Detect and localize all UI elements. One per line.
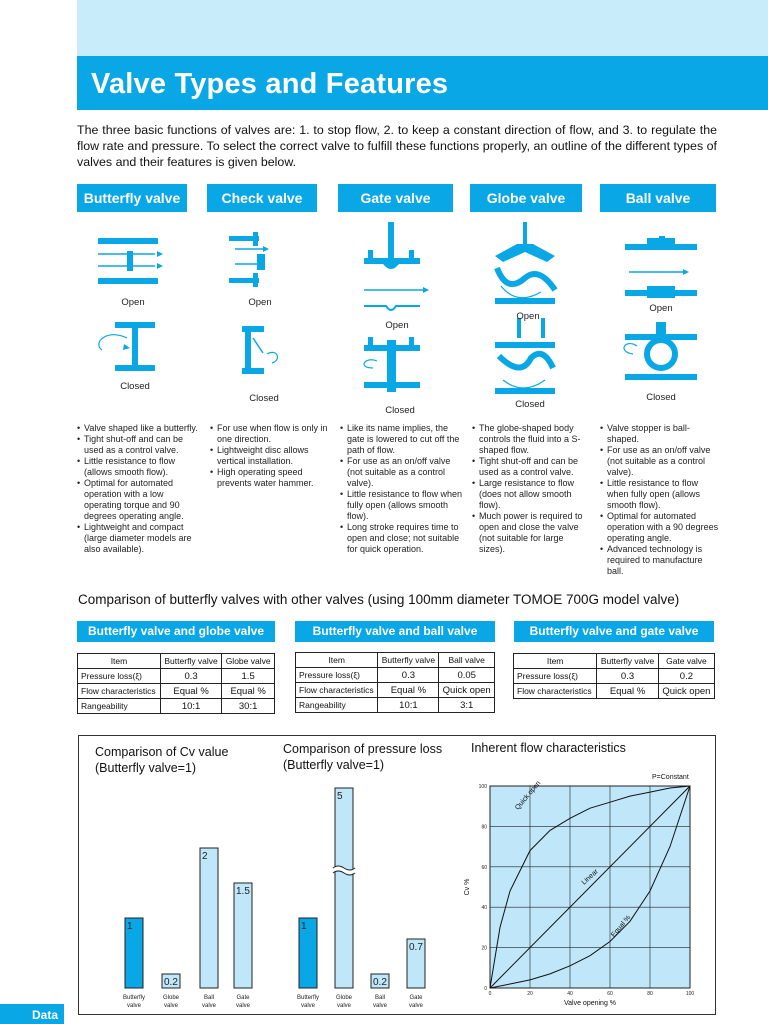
x-axis-label: Valve opening %	[563, 1000, 617, 1007]
page-title: Valve Types and Features	[91, 68, 449, 100]
compare-tab-gate: Butterfly valve and gate valve	[514, 621, 714, 642]
y-tick-label: 80	[481, 824, 487, 831]
y-axis-label: Cv %	[464, 878, 471, 896]
pressure-chart-title-text: Comparison of pressure loss	[283, 742, 443, 756]
table-cell: 3:1	[439, 698, 495, 713]
table-header: Ball valve	[439, 653, 495, 668]
comparison-heading: Comparison of butterfly valves with other valves (using 100mm diameter TOMOE 700G model valve)	[78, 592, 680, 607]
cv-bar-label: 1.5	[236, 886, 250, 897]
globe-closed-diagram	[495, 318, 555, 394]
check-open-diagram	[229, 232, 269, 287]
pressure-category-label: valve	[300, 1003, 316, 1009]
x-tick-label: 60	[607, 991, 613, 997]
table-cell: Equal %	[222, 684, 275, 699]
globe-feature-list	[472, 423, 590, 555]
x-tick-label: 80	[647, 991, 653, 997]
constant-pressure-note: P=Constant	[652, 774, 689, 781]
pressure-category-label: Ball	[374, 995, 386, 1001]
globe-open-label: Open	[516, 311, 540, 322]
series-label-quick-open: Quick open	[514, 779, 543, 812]
x-tick-label: 20	[527, 991, 533, 997]
table-header: Butterfly valve	[597, 654, 659, 669]
check-closed-label: Closed	[249, 393, 279, 404]
cv-category-label: valve	[235, 1003, 251, 1009]
valve-diagrams	[77, 218, 717, 418]
list-item: • For use as an on/off valve (not suitable as a control valve).	[600, 445, 720, 478]
table-header: Globe valve	[222, 654, 275, 669]
table-cell: Flow characteristics	[296, 683, 378, 698]
cv-category-label: Gate	[236, 995, 250, 1001]
list-item: • Tight shut-off and can be used as a control valve.	[77, 434, 199, 456]
compare-table-globe	[77, 653, 275, 714]
pressure-category-label: valve	[336, 1003, 352, 1009]
pressure-bar-label: 0.2	[373, 977, 387, 988]
pressure-category-label: Butterfly	[296, 995, 320, 1001]
table-cell: Equal %	[160, 684, 221, 699]
gate-open-label: Open	[385, 320, 409, 331]
list-item: • Lightweight and compact (large diameter models are also available).	[77, 522, 199, 555]
pressure-bar-label: 0.7	[409, 942, 423, 953]
flow-chart-title: Inherent flow characteristics	[471, 741, 626, 755]
globe-closed-label: Closed	[515, 399, 545, 410]
cv-category-label: Globe	[162, 995, 180, 1001]
charts-panel	[78, 735, 716, 1015]
list-item: • Optimal for automated operation with a 90 degrees operating angle.	[600, 511, 720, 544]
check-feature-list	[210, 423, 332, 489]
list-item: • Long stroke requires time to open and close; not suitable for quick operation.	[340, 522, 464, 555]
cv-bar-label: 1	[127, 921, 133, 932]
y-tick-label: 60	[481, 864, 487, 871]
check-open-label: Open	[248, 297, 272, 308]
cv-category-label: valve	[126, 1003, 142, 1009]
table-cell: Pressure loss(ξ)	[296, 668, 378, 683]
gate-closed-diagram	[364, 337, 420, 392]
check-closed-diagram	[242, 326, 277, 374]
header-band	[77, 0, 768, 56]
tab-butterfly-valve: Butterfly valve	[77, 184, 187, 212]
cv-bar	[200, 848, 218, 988]
series-label-equal: Equal %	[610, 914, 633, 939]
table-cell: Quick open	[658, 684, 714, 699]
table-cell: Rangeability	[78, 699, 161, 714]
table-cell: 0.05	[439, 668, 495, 683]
charts-svg	[79, 736, 715, 1014]
butterfly-open-label: Open	[121, 297, 145, 308]
cv-category-label: Butterfly	[122, 995, 146, 1001]
list-item: • Advanced technology is required to manufacture ball.	[600, 544, 720, 577]
ball-feature-list	[600, 423, 720, 577]
y-tick-label: 20	[481, 945, 487, 952]
butterfly-open-diagram	[98, 238, 163, 284]
table-header: Butterfly valve	[160, 654, 221, 669]
compare-table-ball	[295, 652, 495, 713]
pressure-category-label: Gate	[409, 995, 423, 1001]
table-header: Item	[514, 654, 597, 669]
tab-globe-valve: Globe valve	[470, 184, 582, 212]
data-section-tab: Data	[0, 1004, 64, 1024]
list-item: • High operating speed prevents water hammer.	[210, 467, 332, 489]
intro-paragraph: The three basic functions of valves are: 1. to stop flow, 2. to keep a constant direction of flow, and 3. to regulate the flow rate and pressure. To select the correct valve to fulfill these functions properly, an outline of the different types of valves and their features is given below.	[77, 123, 717, 169]
table-cell: 30:1	[222, 699, 275, 714]
pressure-chart-subtitle: (Butterfly valve=1)	[283, 758, 385, 772]
ball-open-diagram	[625, 236, 697, 298]
list-item: • The globe-shaped body controls the fluid into a S-shaped flow.	[472, 423, 590, 456]
table-cell: 0.3	[160, 669, 221, 684]
list-item: • Little resistance to flow when fully open (allows smooth flow).	[600, 478, 720, 511]
list-item: • Optimal for automated operation with a low operating torque and 90 degrees operating angle.	[77, 478, 199, 522]
list-item: • Little resistance to flow (allows smooth flow).	[77, 456, 199, 478]
ball-closed-label: Closed	[646, 392, 676, 403]
list-item: • Large resistance to flow (does not allow smooth flow).	[472, 478, 590, 511]
gate-feature-list	[340, 423, 464, 555]
table-cell: Flow characteristics	[514, 684, 597, 699]
x-tick-label: 100	[685, 991, 695, 997]
table-cell: 1.5	[222, 669, 275, 684]
compare-table-gate	[513, 653, 715, 699]
pressure-bar	[335, 788, 353, 988]
table-header: Item	[78, 654, 161, 669]
cv-category-label: valve	[201, 1003, 217, 1009]
x-tick-label: 40	[567, 991, 573, 997]
tab-check-valve: Check valve	[207, 184, 317, 212]
table-cell: 0.2	[658, 669, 714, 684]
tab-ball-valve: Ball valve	[600, 184, 716, 212]
cv-bar	[234, 883, 252, 988]
list-item: • Much power is required to open and close the valve (not suitable for large sizes).	[472, 511, 590, 555]
pressure-category-label: valve	[372, 1003, 388, 1009]
compare-tab-globe: Butterfly valve and globe valve	[77, 621, 275, 642]
list-item: • Lightweight disc allows vertical installation.	[210, 445, 332, 467]
table-cell: 10:1	[160, 699, 221, 714]
pressure-bar-label: 1	[301, 921, 307, 932]
list-item: • Like its name implies, the gate is lowered to cut off the path of flow.	[340, 423, 464, 456]
butterfly-closed-label: Closed	[120, 381, 150, 392]
table-cell: Equal %	[378, 683, 439, 698]
table-header: Item	[296, 653, 378, 668]
list-item: • For use as an on/off valve (not suitable as a control valve).	[340, 456, 464, 489]
cv-category-label: Ball	[203, 995, 215, 1001]
list-item: • Tight shut-off and can be used as a control valve.	[472, 456, 590, 478]
x-tick-label: 0	[488, 991, 492, 997]
pressure-category-label: Globe	[335, 995, 353, 1001]
cv-category-label: valve	[163, 1003, 179, 1009]
gate-closed-label: Closed	[385, 405, 415, 416]
title-bar	[77, 56, 768, 110]
list-item: • Valve stopper is ball-shaped.	[600, 423, 720, 445]
list-item: • Little resistance to flow when fully open (allows smooth flow).	[340, 489, 464, 522]
table-header: Gate valve	[658, 654, 714, 669]
cv-chart-subtitle: (Butterfly valve=1)	[95, 761, 197, 775]
compare-tab-ball: Butterfly valve and ball valve	[295, 621, 495, 642]
ball-closed-diagram	[624, 322, 697, 380]
gate-open-diagram	[364, 222, 429, 310]
table-cell: Pressure loss(ξ)	[78, 669, 161, 684]
table-cell: 0.3	[378, 668, 439, 683]
table-cell: Rangeability	[296, 698, 378, 713]
list-item: • Valve shaped like a butterfly.	[77, 423, 199, 434]
ball-open-label: Open	[649, 303, 673, 314]
y-tick-label: 40	[481, 905, 487, 912]
list-item: • For use when flow is only in one direction.	[210, 423, 332, 445]
y-tick-label: 0	[484, 986, 487, 992]
butterfly-feature-list	[77, 423, 199, 555]
pressure-category-label: valve	[408, 1003, 424, 1009]
globe-open-diagram	[495, 222, 555, 304]
butterfly-closed-diagram	[99, 322, 155, 371]
table-cell: 10:1	[378, 698, 439, 713]
table-cell: Pressure loss(ξ)	[514, 669, 597, 684]
table-cell: Flow characteristics	[78, 684, 161, 699]
table-cell: Quick open	[439, 683, 495, 698]
table-cell: Equal %	[597, 684, 659, 699]
table-header: Butterfly valve	[378, 653, 439, 668]
series-label-linear: Linear	[580, 868, 600, 887]
pressure-bar-label: 5	[337, 791, 343, 802]
cv-chart-title-text: Comparison of Cv value	[95, 745, 229, 759]
cv-bar-label: 2	[202, 851, 208, 862]
tab-gate-valve: Gate valve	[338, 184, 453, 212]
cv-bar-label: 0.2	[164, 977, 178, 988]
y-tick-label: 100	[478, 784, 487, 790]
table-cell: 0.3	[597, 669, 659, 684]
